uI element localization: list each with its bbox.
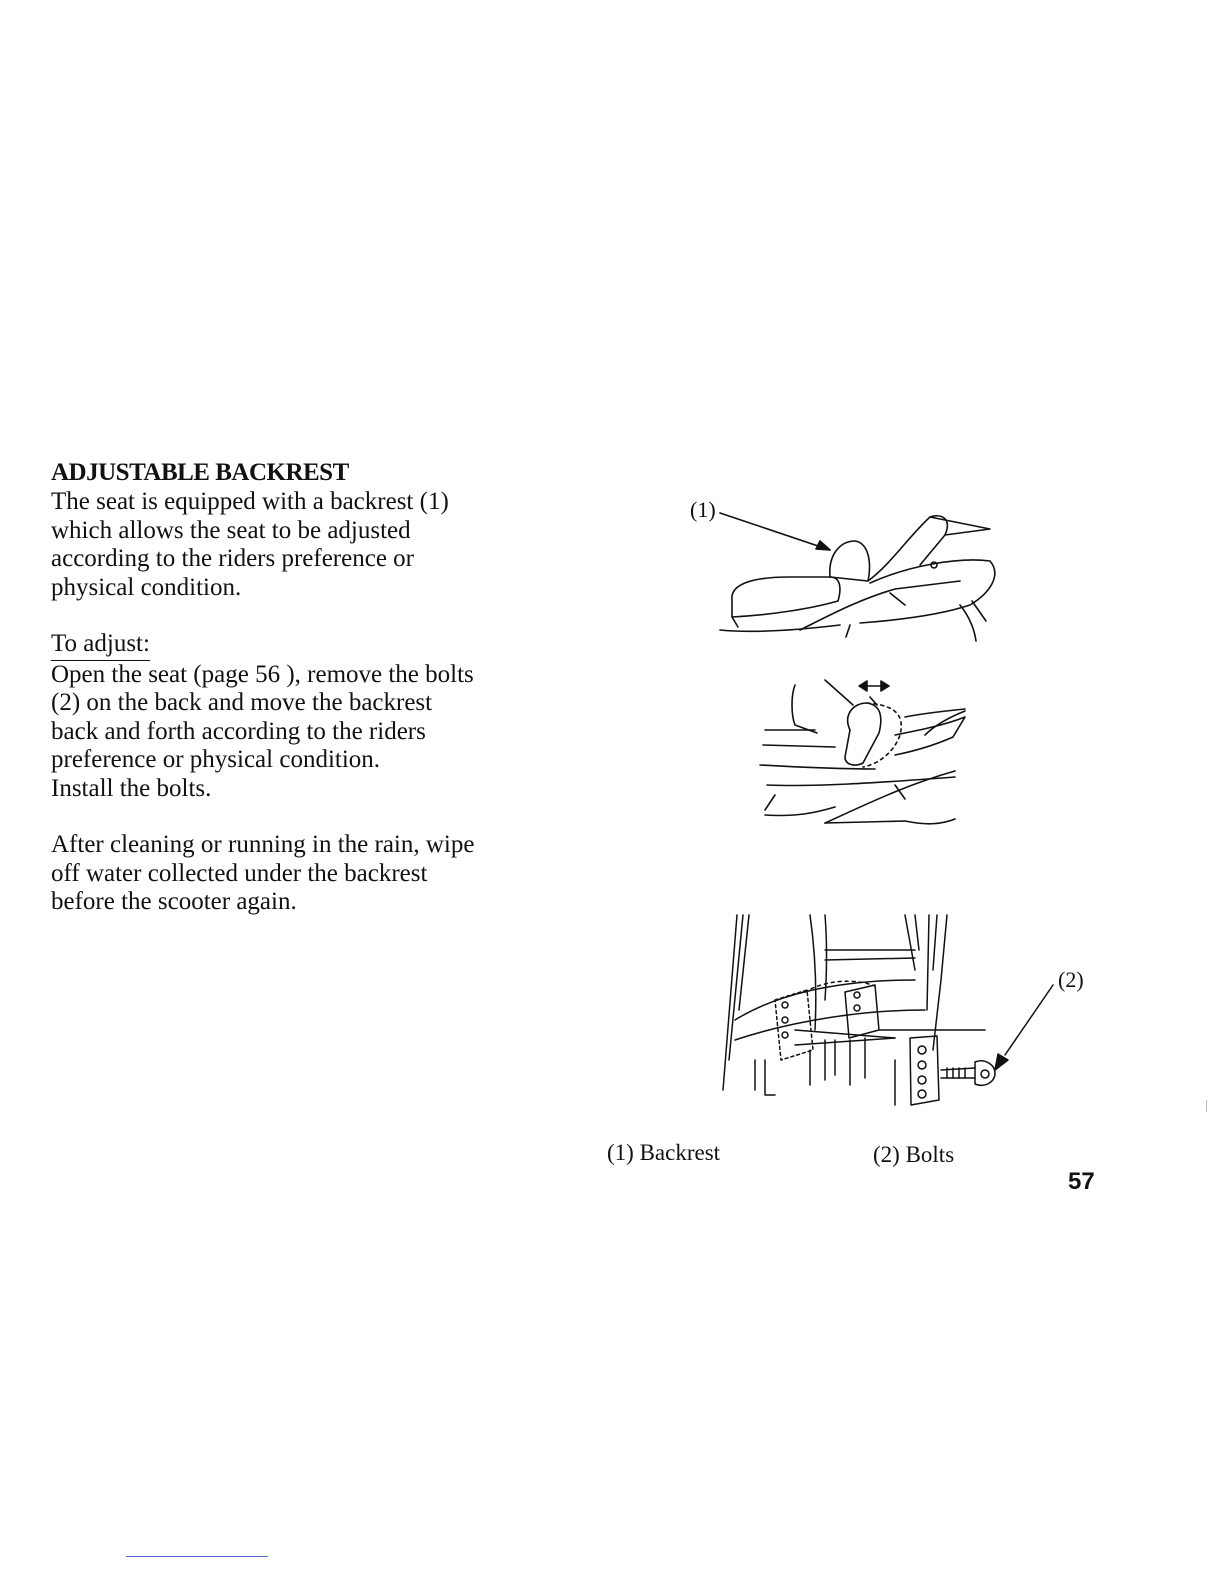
caption-bolts: (2) Bolts [873, 1142, 955, 1167]
seat-backrest-illustration [690, 505, 1020, 650]
intro-line: physical condition. [51, 573, 242, 601]
install-instruction: Install the bolts. [51, 774, 212, 802]
backrest-bolts-illustration [715, 910, 1095, 1110]
footer-line [126, 1556, 268, 1557]
callout-backrest: (1) [690, 497, 716, 522]
adjust-line: back and forth according to the riders [51, 717, 426, 745]
after-line: After cleaning or running in the rain, wipe [51, 831, 475, 858]
adjust-line: preference or physical condition. [51, 746, 381, 773]
adjust-line: (2) on the back and move the backrest [51, 689, 433, 716]
after-line: before the scooter again. [51, 888, 297, 915]
adjust-heading: To adjust: [51, 630, 150, 661]
section-title: ADJUSTABLE BACKREST [51, 459, 349, 486]
callout-bolts: (2) [1058, 967, 1084, 992]
caption-backrest: (1) Backrest [607, 1140, 721, 1165]
intro-line: according to the riders preference or [51, 545, 415, 572]
edge-mark [1206, 1100, 1207, 1112]
adjust-line: Open the seat (page 56 ), remove the bolts [51, 660, 474, 688]
page-number: 57 [1068, 1168, 1095, 1195]
text-column [51, 458, 561, 917]
intro-line: which allows the seat to be adjusted [51, 516, 411, 544]
intro-line: The seat is equipped with a backrest (1) [51, 488, 449, 515]
backrest-adjust-illustration [755, 675, 970, 835]
after-line: off water collected under the backrest [51, 859, 428, 887]
